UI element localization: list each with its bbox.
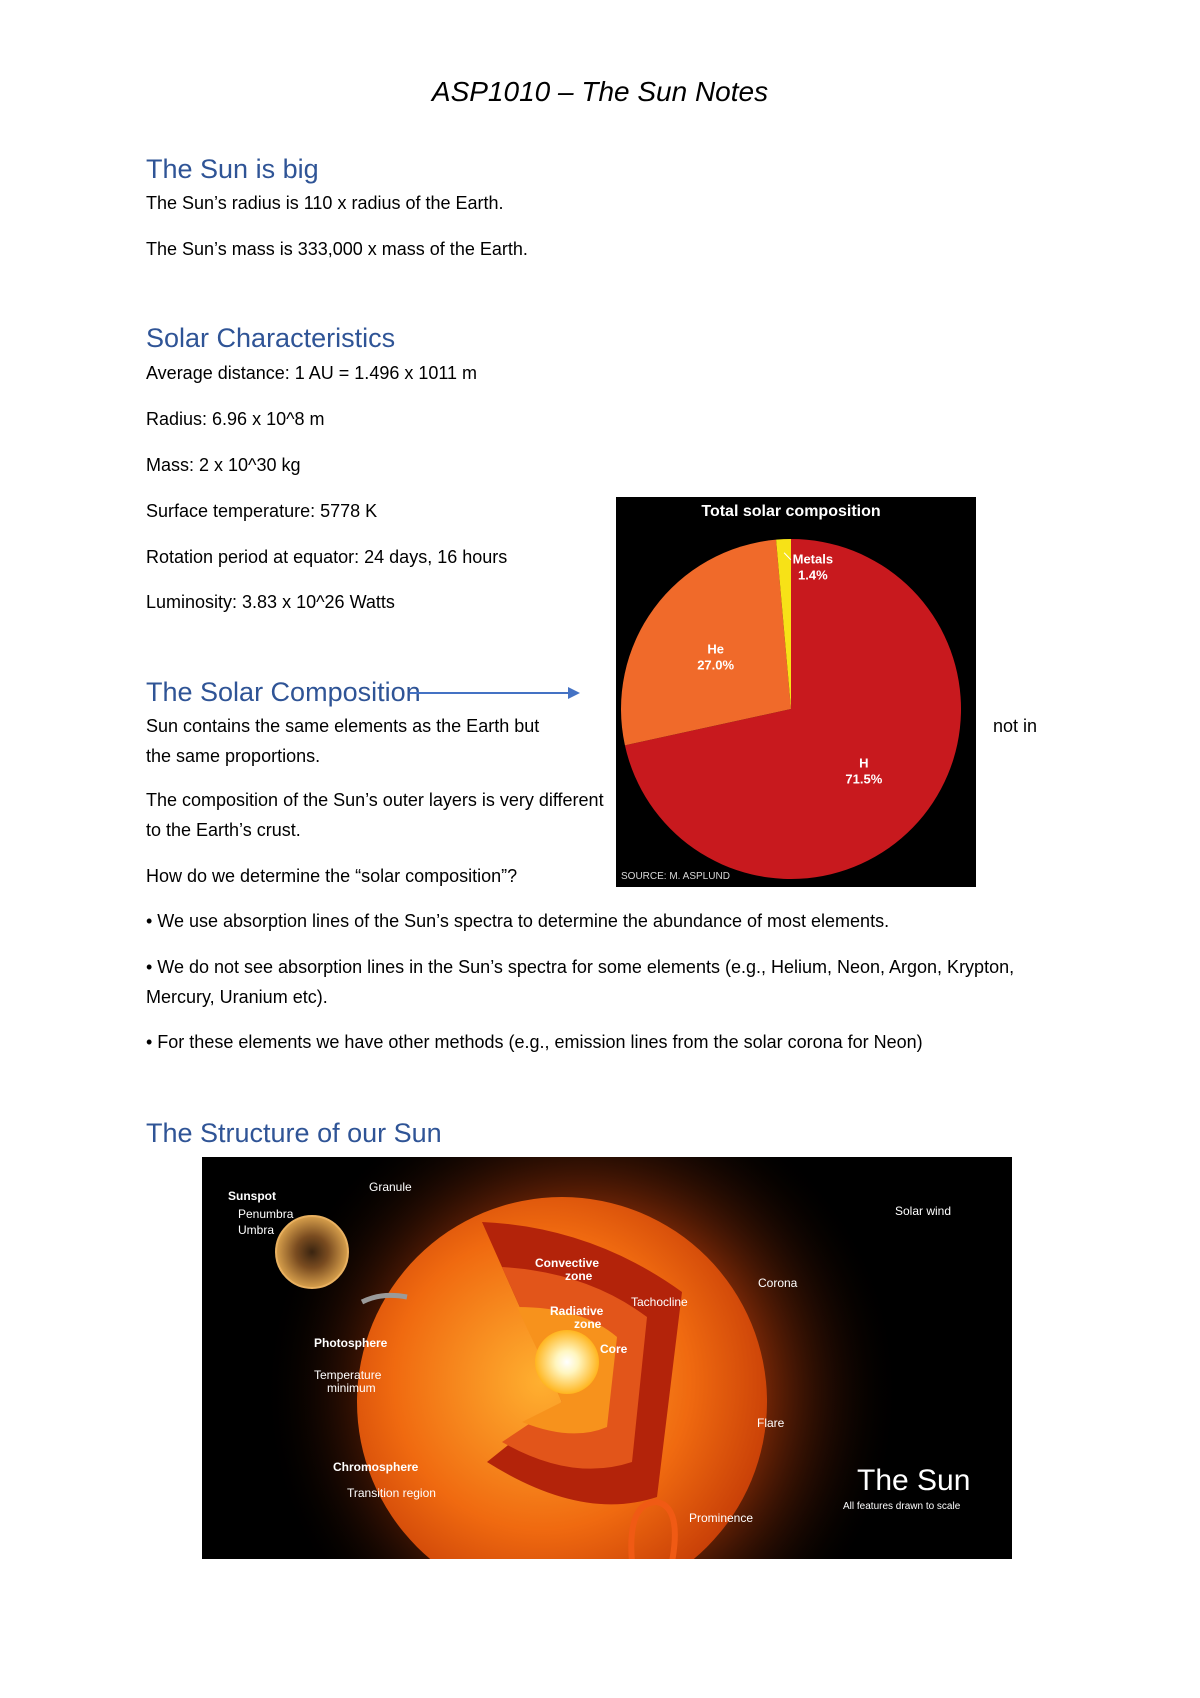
pie-value-metals: 1.4%	[798, 567, 828, 583]
core	[535, 1330, 599, 1394]
document-title: ASP1010 – The Sun Notes	[431, 76, 769, 107]
characteristic-rotation: Rotation period at equator: 24 days, 16 hours	[146, 547, 508, 567]
pie-value-he: 27.0%	[697, 657, 735, 673]
label-temperature-minimum-2: minimum	[327, 1381, 376, 1395]
characteristic-mass: Mass: 2 x 10^30 kg	[146, 455, 301, 475]
pie-slice-he	[621, 540, 791, 746]
label-sunspot: Sunspot	[228, 1189, 276, 1203]
characteristic-radius: Radius: 6.96 x 10^8 m	[146, 409, 325, 429]
figure-title: The Sun	[857, 1464, 971, 1497]
label-flare: Flare	[757, 1416, 785, 1430]
sun-structure-figure	[202, 1157, 1012, 1559]
heading-solar-characteristics: Solar Characteristics	[146, 323, 396, 353]
bullet-item: • We use absorption lines of the Sun’s spectra to determine the abundance of most elements.	[146, 911, 890, 931]
figure-subtitle: All features drawn to scale	[843, 1501, 961, 1512]
composition-paragraph-1b: not in	[993, 716, 1038, 736]
label-convective-zone: Convective	[535, 1256, 600, 1270]
arrow-to-chart	[410, 686, 580, 700]
bullet-item: • For these elements we have other methods (e.g., emission lines from the solar corona for Neon)	[146, 1032, 923, 1052]
pie-label-h: H	[859, 755, 869, 771]
label-transition-region: Transition region	[347, 1486, 436, 1500]
label-radiative-zone: Radiative	[550, 1304, 604, 1318]
label-convective-zone-2: zone	[565, 1269, 593, 1283]
composition-question: How do we determine the “solar composition”?	[146, 866, 518, 886]
heading-sun-is-big: The Sun is big	[146, 154, 319, 184]
label-granule: Granule	[369, 1180, 412, 1194]
chart-title: Total solar composition	[701, 503, 881, 520]
label-tachocline: Tachocline	[631, 1295, 688, 1309]
label-corona: Corona	[758, 1276, 798, 1290]
sunspot-inset	[276, 1216, 348, 1288]
characteristic-distance: Average distance: 1 AU = 1.496 x 1011 m	[146, 363, 478, 383]
label-photosphere: Photosphere	[314, 1336, 388, 1350]
label-core: Core	[600, 1342, 628, 1356]
chart-source: SOURCE: M. ASPLUND	[621, 871, 730, 882]
label-radiative-zone-2: zone	[574, 1317, 602, 1331]
pie-label-he: He	[707, 641, 724, 657]
label-chromosphere: Chromosphere	[333, 1460, 419, 1474]
solar-composition-chart	[616, 497, 976, 887]
heading-solar-composition: The Solar Composition	[146, 677, 421, 707]
paragraph: The Sun’s radius is 110 x radius of the Earth.	[146, 193, 504, 213]
paragraph: The Sun’s mass is 333,000 x mass of the Earth.	[146, 239, 528, 259]
pie-value-h: 71.5%	[845, 771, 883, 787]
label-prominence: Prominence	[689, 1511, 754, 1525]
composition-paragraph-2: The composition of the Sun’s outer layers is very different to the Earth’s crust.	[146, 790, 604, 840]
composition-paragraph-1c: the same proportions.	[146, 746, 321, 766]
composition-paragraph-1a: Sun contains the same elements as the Earth but	[146, 716, 540, 736]
pie-label-metals: Metals	[792, 551, 834, 567]
characteristic-luminosity: Luminosity: 3.83 x 10^26 Watts	[146, 592, 395, 612]
bullet-item: • We do not see absorption lines in the Sun’s spectra for some elements (e.g., Helium, Neon, Argon, Krypton, Mercury, Uranium etc).	[146, 957, 1015, 1007]
label-penumbra: Penumbra	[238, 1207, 294, 1221]
heading-structure-of-sun: The Structure of our Sun	[146, 1118, 442, 1148]
label-umbra: Umbra	[238, 1223, 275, 1237]
label-temperature-minimum: Temperature	[314, 1368, 382, 1382]
label-solar-wind: Solar wind	[895, 1204, 952, 1218]
characteristic-temperature: Surface temperature: 5778 K	[146, 501, 378, 521]
